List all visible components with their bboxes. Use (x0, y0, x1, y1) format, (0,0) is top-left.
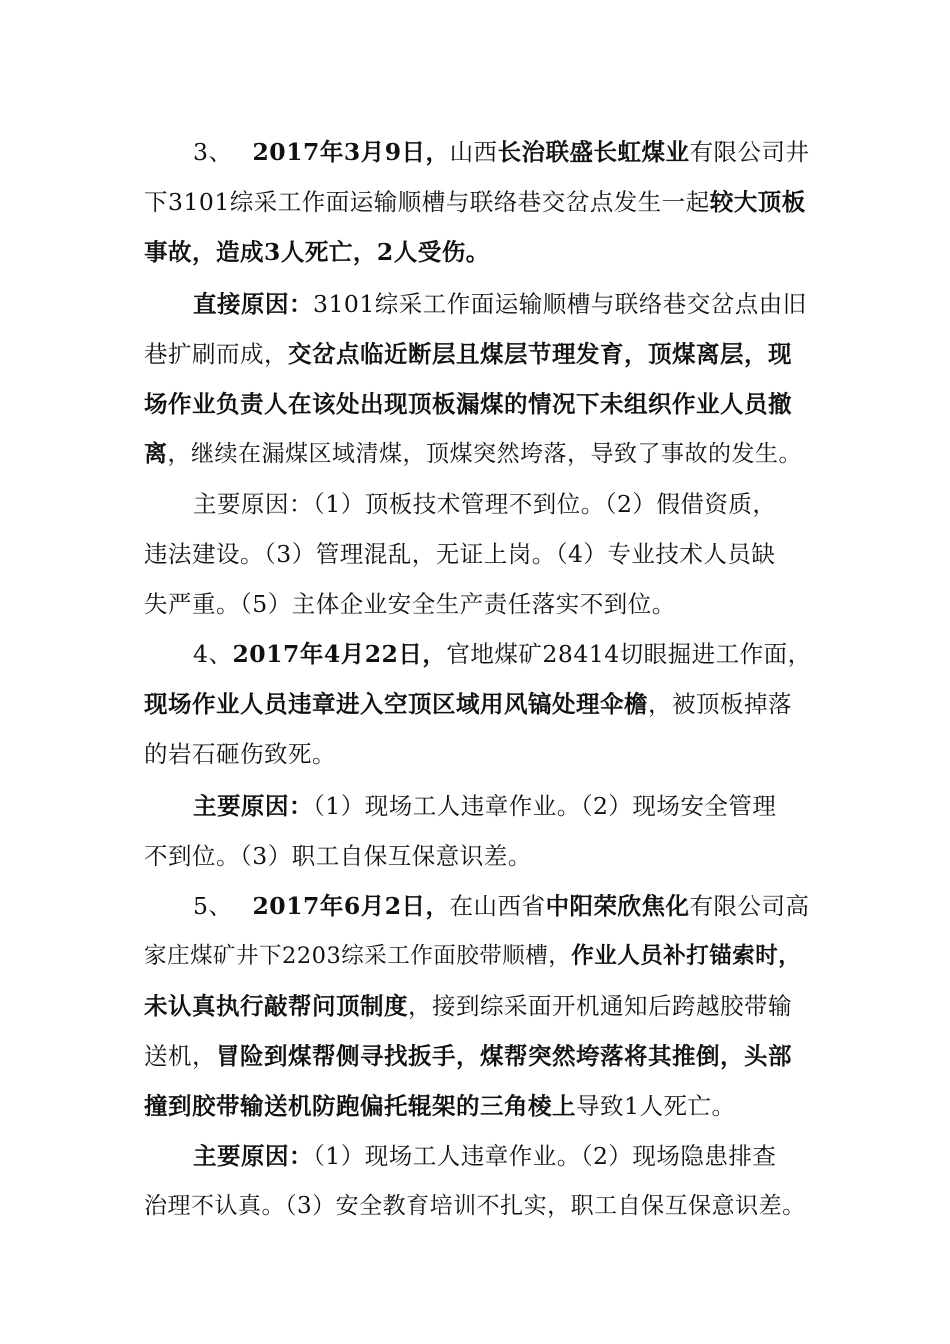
incident-date: 2017年3月9日， (252, 138, 450, 166)
main-cause-line2 (144, 534, 814, 574)
incident4-main-cause-line1 (193, 786, 815, 826)
text: 巷扩刷而成， (144, 340, 288, 368)
main-cause-line3 (144, 584, 814, 624)
incident4-main-cause-line2 (144, 836, 814, 876)
emphasis: 离 (144, 440, 168, 467)
emphasis: 未认真执行敲帮问顶制度 (144, 992, 408, 1020)
text: 有限公司高 (689, 892, 810, 920)
text: 下3101综采工作面运输顺槽与联络巷交岔点发生一起 (144, 188, 710, 216)
emphasis: 冒险到煤帮侧寻找扳手，煤帮突然垮落将其推倒，头部 (216, 1042, 792, 1070)
emphasis: 作业人员补打锚索时， (571, 943, 802, 969)
company-name: 中阳荣欣焦化 (545, 892, 690, 920)
text: 治理不认真。（3）安全教育培训不扎实，职工自保互保意识差。 (144, 1193, 806, 1219)
direct-cause-line2 (144, 334, 814, 374)
text: 导致1人死亡。 (576, 1092, 736, 1120)
text: 山西 (449, 138, 498, 166)
direct-cause-line4 (144, 434, 814, 474)
main-cause-label: 主要原因： (193, 792, 313, 820)
text: 主要原因：（1）顶板技术管理不到位。（2）假借资质， (193, 490, 777, 518)
text: 有限公司井 (689, 138, 810, 166)
incident-date: 2017年6月2日， (252, 892, 450, 920)
company-name: 长治联盛长虹煤业 (497, 138, 690, 166)
text: 的岩石砸伤致死。 (144, 740, 336, 768)
incident5-line5 (144, 1086, 814, 1126)
text: 送机， (144, 1042, 216, 1070)
incident5-main-cause-line1 (193, 1136, 815, 1176)
text: ，被顶板掉落 (648, 690, 792, 718)
text: 3101综采工作面运输顺槽与联络巷交岔点由旧 (313, 290, 807, 318)
main-cause-line1 (193, 484, 815, 524)
text: 在山西省 (449, 892, 546, 920)
incident4-line2 (144, 684, 814, 724)
text: 失严重。（5）主体企业安全生产责任落实不到位。 (144, 590, 676, 618)
incident3-line3 (144, 232, 814, 272)
item-number: 4、 (193, 640, 233, 668)
text: ，继续在漏煤区域清煤，顶煤突然垮落，导致了事故的发生。 (167, 441, 802, 467)
incident5-line3 (144, 986, 814, 1026)
item-number: 3、 (193, 138, 233, 166)
text: 违法建设。（3）管理混乱，无证上岗。（4）专业技术人员缺 (144, 540, 776, 568)
emphasis: 撞到胶带输送机防跑偏托辊架的三角棱上 (144, 1092, 576, 1120)
text: 不到位。（3）职工自保互保意识差。 (144, 842, 532, 870)
incident4-heading-line (193, 634, 815, 674)
emphasis: 较大顶板 (709, 188, 806, 216)
emphasis: 现场作业人员违章进入空顶区域用风镐处理伞檐 (144, 690, 648, 718)
item-number: 5、 (193, 892, 233, 920)
incident4-line3 (144, 734, 814, 774)
emphasis: 事故，造成3人死亡，2人受伤。 (144, 238, 490, 266)
direct-cause-label: 直接原因： (193, 290, 313, 318)
text: 官地煤矿28414切眼掘进工作面， (446, 640, 812, 668)
emphasis: 场作业负责人在该处出现顶板漏煤的情况下未组织作业人员撤 (144, 390, 792, 418)
direct-cause-line3 (144, 384, 814, 424)
incident3-line2 (144, 182, 814, 222)
incident3-heading-line (193, 132, 815, 172)
text: （1）现场工人违章作业。（2）现场安全管理 (313, 792, 777, 820)
incident5-line4 (144, 1036, 814, 1076)
incident5-main-cause-line2 (144, 1186, 814, 1226)
main-cause-label: 主要原因： (193, 1142, 313, 1170)
text: 家庄煤矿井下2203综采工作面胶带顺槽， (144, 943, 572, 969)
text: （1）现场工人违章作业。（2）现场隐患排查 (313, 1142, 777, 1170)
incident-date: 2017年4月22日， (232, 640, 447, 668)
text: ，接到综采面开机通知后跨越胶带输 (408, 992, 792, 1020)
incident5-heading-line (193, 886, 815, 926)
incident5-line2 (144, 936, 814, 976)
direct-cause-line1 (193, 284, 815, 324)
emphasis: 交岔点临近断层且煤层节理发育，顶煤离层，现 (288, 340, 792, 368)
